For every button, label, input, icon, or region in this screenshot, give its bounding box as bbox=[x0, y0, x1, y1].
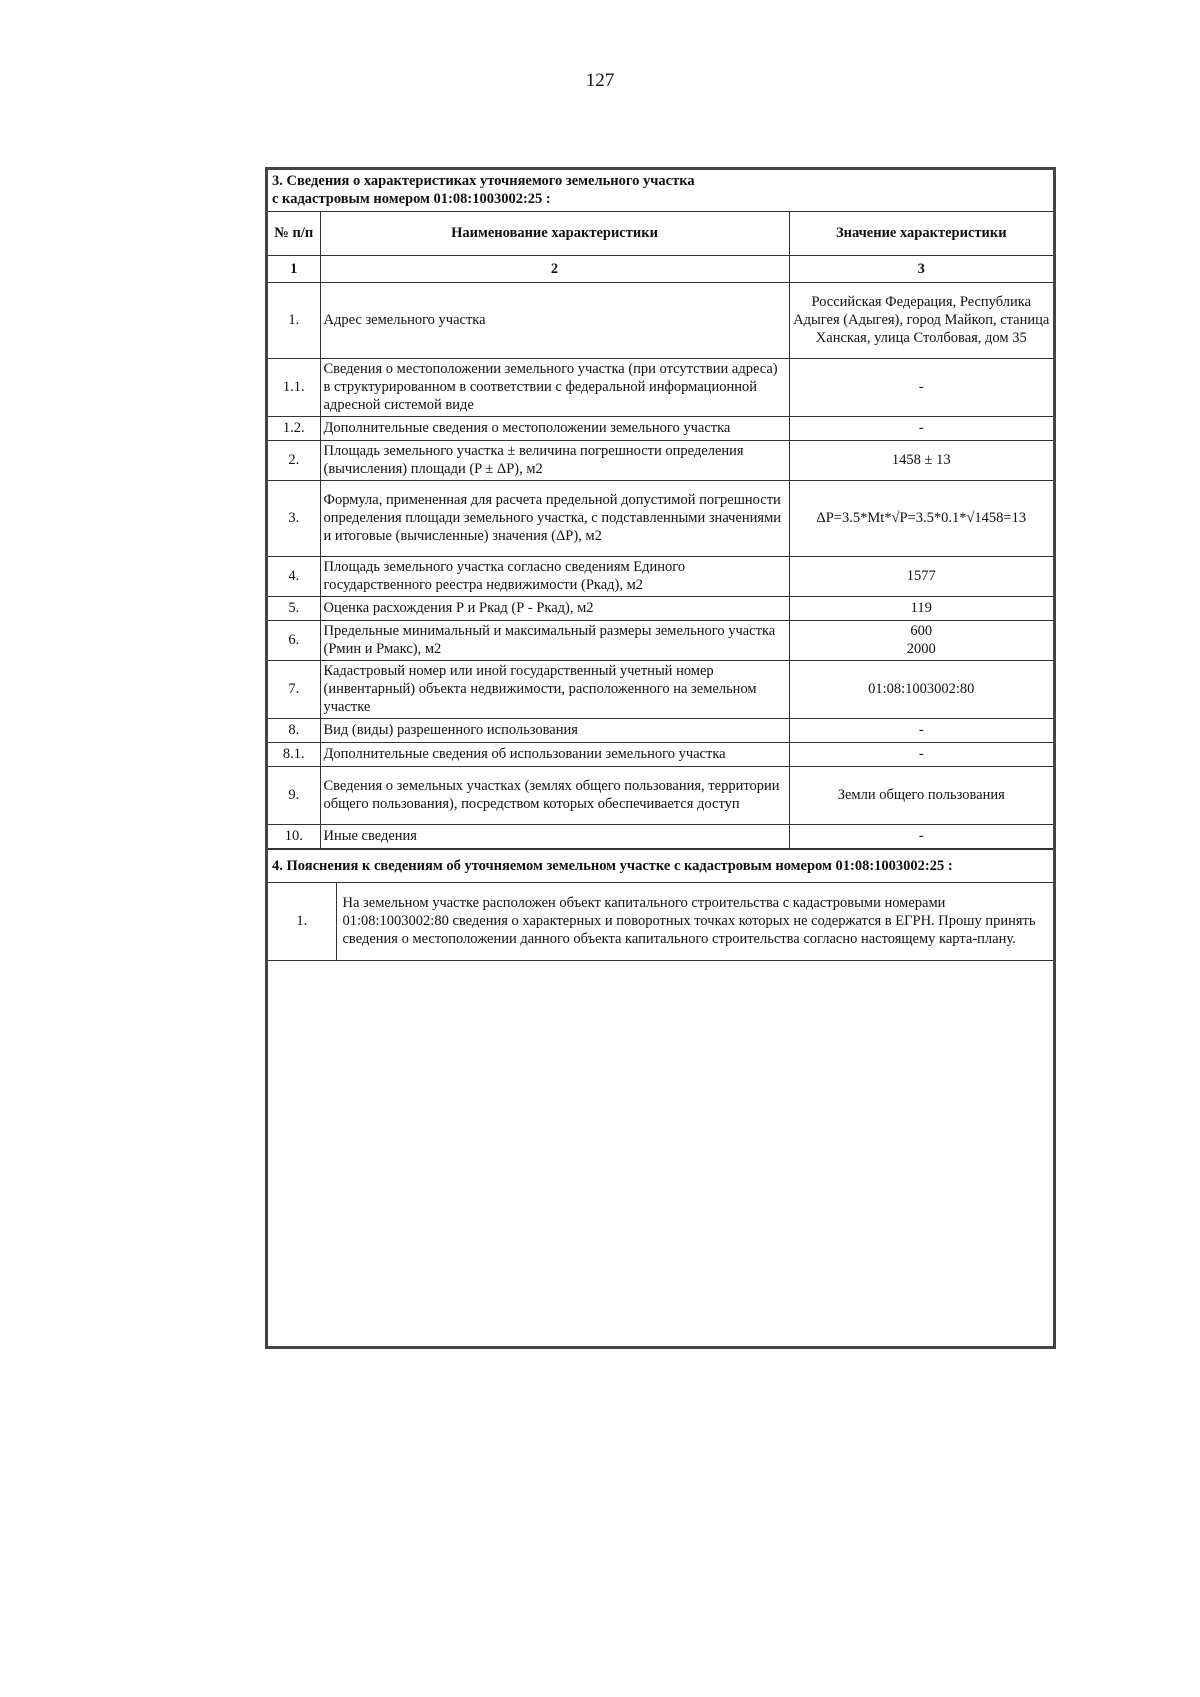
table-row bbox=[268, 597, 1053, 621]
section3-title-line2: с кадастровым номером 01:08:1003002:25 : bbox=[272, 190, 551, 207]
header-number: № п/п bbox=[268, 212, 320, 256]
row-value: Российская Федерация, Республика Адыгея (Адыгея), город Майкоп, станица Ханская, улица Столбовая, дом 35 bbox=[789, 283, 1053, 359]
row-number: 6. bbox=[268, 621, 320, 661]
column-number-3: 3 bbox=[789, 256, 1053, 283]
explanations-table bbox=[268, 849, 1053, 961]
row-value: - bbox=[789, 743, 1053, 767]
section3-title-line1: 3. Сведения о характеристиках уточняемого земельного участка bbox=[272, 173, 695, 189]
table-row bbox=[268, 767, 1053, 825]
table-row bbox=[268, 481, 1053, 557]
row-value: 600 2000 bbox=[789, 621, 1053, 661]
column-number-1: 1 bbox=[268, 256, 320, 283]
row-value: 1577 bbox=[789, 557, 1053, 597]
section3-title bbox=[268, 170, 1053, 212]
row-number: 5. bbox=[268, 597, 320, 621]
table-row bbox=[268, 441, 1053, 481]
header-value: Значение характеристики bbox=[789, 212, 1053, 256]
row-value: Земли общего пользования bbox=[789, 767, 1053, 825]
row-value: ΔP=3.5*Mt*√P=3.5*0.1*√1458=13 bbox=[789, 481, 1053, 557]
table-row bbox=[268, 825, 1053, 849]
row-name: Формула, примененная для расчета предельной допустимой погрешности определения площади земельного участка, с подставленными значениями и итоговые (вычисленные) значения (ΔP), м2 bbox=[320, 481, 789, 557]
explanation-number: 1. bbox=[268, 883, 336, 961]
section4-title: 4. Пояснения к сведениям об уточняемом земельном участке с кадастровым номером 01:08:1003002:25 : bbox=[268, 850, 1053, 883]
table-row bbox=[268, 283, 1053, 359]
row-number: 7. bbox=[268, 661, 320, 719]
header-name: Наименование характеристики bbox=[320, 212, 789, 256]
row-value: - bbox=[789, 719, 1053, 743]
table-row bbox=[268, 621, 1053, 661]
document-frame bbox=[265, 167, 1056, 1349]
explanation-text: На земельном участке расположен объект капитального строительства с кадастровыми номерами 01:08:1003002:80 сведения о характерных и поворотных точках которых не содержатся в ЕГРН. Прошу принять сведения о местоположении данного объекта капитального строительства согласно настоящему карта-плану. bbox=[336, 883, 1053, 961]
row-value: 119 bbox=[789, 597, 1053, 621]
table-row bbox=[268, 661, 1053, 719]
table-row bbox=[268, 557, 1053, 597]
row-number: 1. bbox=[268, 283, 320, 359]
table-row bbox=[268, 359, 1053, 417]
row-value: - bbox=[789, 359, 1053, 417]
table-row bbox=[268, 417, 1053, 441]
row-name: Площадь земельного участка ± величина погрешности определения (вычисления) площади (P ± ΔP), м2 bbox=[320, 441, 789, 481]
row-name: Сведения о местоположении земельного участка (при отсутствии адреса) в структурированном в соответствии с федеральной информационной адресной системой виде bbox=[320, 359, 789, 417]
row-number: 2. bbox=[268, 441, 320, 481]
row-number: 8. bbox=[268, 719, 320, 743]
row-number: 1.2. bbox=[268, 417, 320, 441]
table-row bbox=[268, 719, 1053, 743]
row-name: Иные сведения bbox=[320, 825, 789, 849]
row-number: 4. bbox=[268, 557, 320, 597]
row-name: Площадь земельного участка согласно сведениям Единого государственного реестра недвижимости (Ркад), м2 bbox=[320, 557, 789, 597]
row-number: 3. bbox=[268, 481, 320, 557]
row-value: - bbox=[789, 417, 1053, 441]
row-value: - bbox=[789, 825, 1053, 849]
page-number: 127 bbox=[585, 70, 615, 91]
characteristics-table bbox=[268, 170, 1053, 849]
row-name: Адрес земельного участка bbox=[320, 283, 789, 359]
row-name: Вид (виды) разрешенного использования bbox=[320, 719, 789, 743]
row-value: 1458 ± 13 bbox=[789, 441, 1053, 481]
row-value: 01:08:1003002:80 bbox=[789, 661, 1053, 719]
row-name: Дополнительные сведения о местоположении земельного участка bbox=[320, 417, 789, 441]
row-number: 1.1. bbox=[268, 359, 320, 417]
row-name: Кадастровый номер или иной государственный учетный номер (инвентарный) объекта недвижимости, расположенного на земельном участке bbox=[320, 661, 789, 719]
row-name: Дополнительные сведения об использовании земельного участка bbox=[320, 743, 789, 767]
row-number: 9. bbox=[268, 767, 320, 825]
row-number: 10. bbox=[268, 825, 320, 849]
row-name: Сведения о земельных участках (землях общего пользования, территории общего пользования), посредством которых обеспечивается доступ bbox=[320, 767, 789, 825]
table-row bbox=[268, 743, 1053, 767]
column-number-2: 2 bbox=[320, 256, 789, 283]
row-name: Предельные минимальный и максимальный размеры земельного участка (Рмин и Рмакс), м2 bbox=[320, 621, 789, 661]
row-number: 8.1. bbox=[268, 743, 320, 767]
row-name: Оценка расхождения Р и Ркад (Р - Ркад), м2 bbox=[320, 597, 789, 621]
explanation-row bbox=[268, 883, 1053, 961]
